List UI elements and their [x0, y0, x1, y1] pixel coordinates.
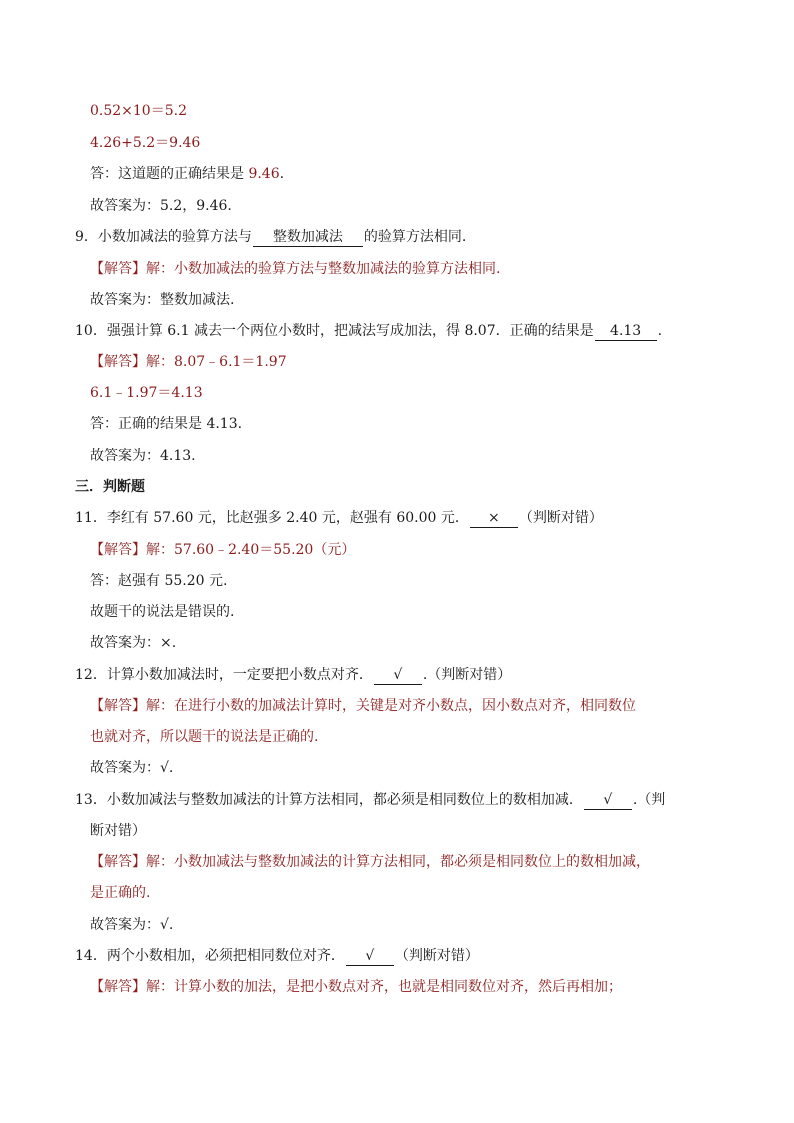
answer-statement-value: 9.46: [248, 166, 280, 182]
final-answer-12: 故答案为：√.: [90, 760, 174, 776]
solution-text: 解：57.60﹣2.40＝55.20（元）: [146, 542, 356, 558]
question-number: 10．: [75, 323, 107, 339]
calc-line-2: 4.26+5.2＝9.46: [90, 135, 201, 151]
question-text-end: （判断对错）: [518, 510, 603, 526]
solution-13-cont: 是正确的.: [90, 885, 151, 901]
solution-11: [90, 540, 355, 560]
solution-text: 解：计算小数的加法，是把小数点对齐，也就是相同数位对齐，然后再相加；: [146, 979, 622, 995]
answer-blank: √: [374, 667, 422, 685]
question-number: 9．: [75, 229, 98, 245]
question-text: 强强计算 6.1 减去一个两位小数时，把减法写成加法，得 8.07．正确的结果是: [106, 323, 594, 339]
final-answer-line: 故答案为：5.2，9.46.: [90, 198, 232, 214]
solution-12: [90, 696, 636, 716]
question-text: 李红有 57.60 元，比赵强多 2.40 元，赵强有 60.00 元．: [106, 510, 469, 526]
solution-tag: 【解答】: [90, 542, 146, 558]
solution-10-calc: 6.1﹣1.97＝4.13: [90, 385, 203, 401]
question-text: 两个小数相加，必须把相同数位对齐．: [106, 948, 345, 964]
answer-statement-end: .: [279, 166, 285, 182]
question-text: 小数加减法与整数加减法的计算方法相同，都必须是相同数位上的数相加减．: [106, 792, 583, 808]
solution-10-response: 答：正确的结果是 4.13.: [90, 416, 243, 432]
solution-tag: 【解答】: [90, 261, 146, 277]
section-heading: 三．判断题: [75, 479, 145, 495]
answer-statement: [90, 164, 284, 184]
calc-line-1: 0.52×10＝5.2: [90, 103, 187, 119]
question-text-end: 的验算方法相同.: [363, 229, 467, 245]
question-number: 11．: [75, 510, 107, 526]
answer-blank: 4.13: [595, 323, 657, 341]
question-text-end: （判断对错）: [394, 948, 479, 964]
question-9: [75, 227, 466, 247]
solution-tag: 【解答】: [90, 698, 146, 714]
solution-text: 解：小数加减法的验算方法与整数加减法的验算方法相同.: [146, 261, 501, 277]
solution-text: 解：小数加减法与整数加减法的计算方法相同，都必须是相同数位上的数相加减，: [146, 854, 650, 870]
solution-tag: 【解答】: [90, 854, 146, 870]
solution-14: [90, 977, 622, 997]
question-text-end: .: [657, 323, 663, 339]
solution-text: 解：8.07﹣6.1＝1.97: [146, 354, 287, 370]
question-13-cont: 断对错）: [90, 823, 146, 839]
solution-tag: 【解答】: [90, 354, 146, 370]
solution-12-cont: 也就对齐，所以题干的说法是正确的.: [90, 729, 319, 745]
solution-tag: 【解答】: [90, 979, 146, 995]
question-11: [75, 508, 603, 528]
question-14: [75, 946, 479, 966]
question-text: 小数加减法的验算方法与: [97, 229, 252, 245]
final-answer-11: 故答案为：×.: [90, 635, 177, 651]
answer-blank: √: [584, 792, 632, 810]
solution-11-response: 答：赵强有 55.20 元.: [90, 573, 228, 589]
final-answer-13: 故答案为：√.: [90, 917, 174, 933]
solution-text: 解：在进行小数的加减法计算时，关键是对齐小数点，因小数点对齐，相同数位: [146, 698, 636, 714]
question-10: [75, 321, 662, 341]
answer-statement-text: 答：这道题的正确结果是: [90, 166, 249, 182]
question-text: 计算小数加减法时，一定要把小数点对齐．: [106, 667, 373, 683]
question-number: 12．: [75, 667, 107, 683]
solution-13: [90, 852, 650, 872]
final-answer-9: 故答案为：整数加减法.: [90, 292, 235, 308]
answer-blank: ×: [470, 510, 518, 528]
final-answer-10: 故答案为：4.13.: [90, 448, 196, 464]
solution-11-note: 故题干的说法是错误的.: [90, 604, 235, 620]
question-text-end: .（判: [632, 792, 666, 808]
question-number: 13．: [75, 792, 107, 808]
question-text-end: .（判断对错）: [422, 667, 512, 683]
question-number: 14．: [75, 948, 107, 964]
question-13: [75, 790, 665, 810]
solution-10: [90, 352, 287, 372]
question-12: [75, 665, 511, 685]
answer-blank: 整数加减法: [253, 229, 363, 247]
solution-9: [90, 259, 500, 279]
answer-blank: √: [346, 948, 394, 966]
